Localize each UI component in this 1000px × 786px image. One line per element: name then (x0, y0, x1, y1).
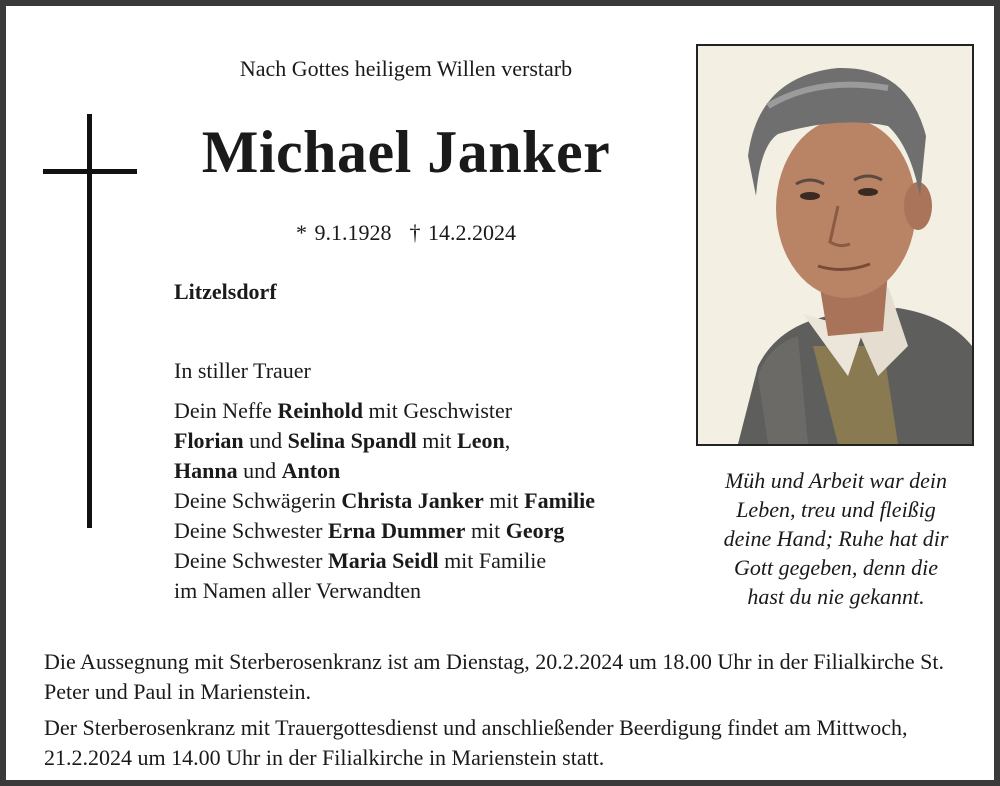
verse-line: Gott gegeben, denn die (733, 555, 939, 580)
mourning-intro: In stiller Trauer (174, 358, 311, 383)
mourner-text: im Namen aller Verwandten (174, 578, 422, 603)
birth-date: * 9.1.1928 (296, 220, 392, 245)
mourner-line (174, 576, 684, 606)
mourner-line (174, 426, 684, 456)
intro-text: Nach Gottes heiligem Willen verstarb (239, 56, 573, 81)
mourner-line (174, 486, 684, 516)
verse-line: Leben, treu und fleißig (736, 497, 936, 522)
mourner-text: mit Geschwister (363, 398, 513, 423)
deceased-name: Michael Janker (201, 119, 611, 185)
funeral-notice: Der Sterberosenkranz mit Trauergottesdienst und anschließender Beerdigung findet am Mittwoch, 21.2.2024 um 14.00 Uhr in der Filialkirche in Marienstein statt. (44, 715, 908, 770)
mourner-name: Florian (174, 428, 244, 453)
mourner-text: und (237, 458, 282, 483)
mourner-line (174, 456, 684, 486)
mourner-name: Familie (524, 488, 595, 513)
mourner-line (174, 546, 684, 576)
mourner-text: Deine Schwägerin (174, 488, 342, 513)
mourner-name: Leon (457, 428, 505, 453)
mourner-name: Maria Seidl (327, 548, 439, 573)
mourner-name: Anton (281, 458, 341, 483)
mourner-text: mit Familie (438, 548, 547, 573)
mourner-text: mit (483, 488, 525, 513)
mourner-line (174, 516, 684, 546)
mourner-text: und (243, 428, 288, 453)
cross-icon-vertical (87, 114, 92, 528)
mourner-name: Selina Spandl (287, 428, 417, 453)
mourner-name: Reinhold (277, 398, 364, 423)
mourner-text: Dein Neffe (174, 398, 278, 423)
mourner-text: Deine Schwester (174, 548, 328, 573)
death-date: † 14.2.2024 (409, 220, 516, 245)
mourner-text: Deine Schwester (174, 518, 328, 543)
mourner-text: mit (416, 428, 458, 453)
verse-line: hast du nie gekannt. (747, 584, 925, 609)
life-dates (206, 220, 606, 246)
hometown: Litzelsdorf (174, 279, 277, 304)
verse-line: deine Hand; Ruhe hat dir (723, 526, 949, 551)
mourner-name: Georg (505, 518, 565, 543)
verse-line: Müh und Arbeit war dein (724, 468, 948, 493)
mourner-name: Christa Janker (341, 488, 484, 513)
mourner-line (174, 396, 684, 426)
portrait-photo (696, 44, 974, 446)
cross-icon-horizontal (43, 169, 137, 174)
portrait-illustration (698, 46, 972, 444)
mourner-text: mit (465, 518, 506, 543)
mourner-text: , (504, 428, 511, 453)
mourners-list (174, 396, 684, 606)
mourner-name: Hanna (174, 458, 238, 483)
memorial-verse (696, 466, 976, 611)
blessing-notice: Die Aussegnung mit Sterberosenkranz ist am Dienstag, 20.2.2024 um 18.00 Uhr in der Filialkirche St. Peter und Paul in Marienstein. (44, 649, 945, 704)
mourner-name: Erna Dummer (327, 518, 466, 543)
